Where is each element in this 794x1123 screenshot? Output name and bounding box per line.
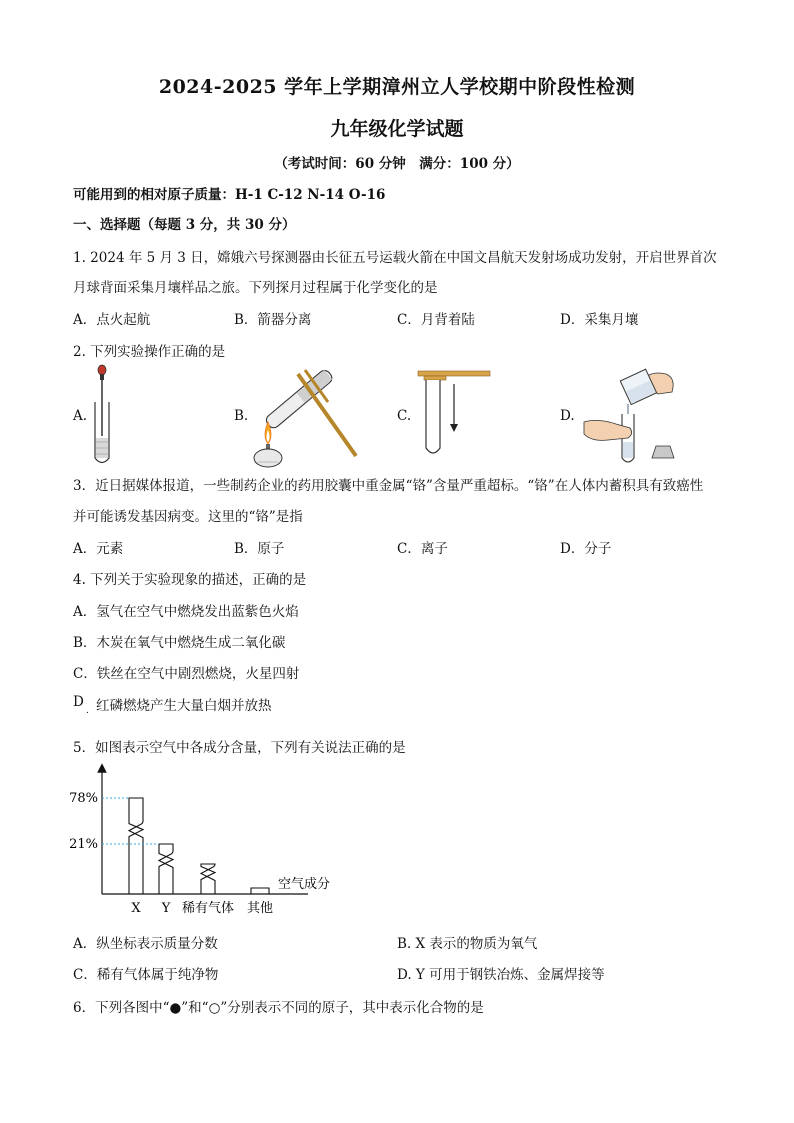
x-axis-label: 空气成分 [278, 877, 331, 892]
heating-test-tube-illustration [248, 364, 360, 470]
q1-line2: 月球背面采集月壤样品之旅。下列探月过程属于化学变化的是 [73, 280, 438, 296]
q2-option-c: C. [397, 408, 412, 424]
test-tube-holder-illustration [414, 368, 494, 460]
pouring-liquid-illustration [578, 362, 698, 470]
exam-info: （考试时间：60 分钟 满分：100 分） [274, 156, 520, 172]
q3-option-d: D．分子 [560, 541, 612, 557]
q4-option-b: B．木炭在氧气中燃烧生成二氧化碳 [73, 635, 286, 651]
q4-option-a: A．氢气在空气中燃烧发出蓝紫色火焰 [73, 604, 299, 620]
q5-option-a: A．纵坐标表示质量分数 [73, 936, 218, 952]
q3-line2: 并可能诱发基因病变。这里的“铬”是指 [73, 509, 303, 525]
q6-stem: 6．下列各图中“●”和“○”分别表示不同的原子，其中表示化合物的是 [73, 1000, 484, 1016]
q2-option-b: B. [234, 408, 249, 424]
q1-option-b: B．箭器分离 [234, 312, 312, 328]
atomic-masses: 可能用到的相对原子质量：H-1 C-12 N-14 O-16 [73, 187, 386, 203]
q3-option-a: A．元素 [73, 541, 124, 557]
q3-option-b: B．原子 [234, 541, 285, 557]
q5-option-c: C．稀有气体属于纯净物 [73, 967, 219, 983]
page-subtitle: 九年级化学试题 [330, 118, 464, 140]
y-tick-label-78: 78% [69, 791, 98, 806]
x-tick-label-3: 稀有气体 [181, 901, 235, 916]
air-composition-chart [60, 760, 380, 920]
q1-option-d: D．采集月壤 [560, 312, 639, 328]
q3-line1: 3．近日据媒体报道，一些制药企业的药用胶囊中重金属“铬”含量严重超标。“铬”在人体内蓄积具有致癌性 [73, 478, 704, 494]
q4-stem: 4. 下列关于实验现象的描述，正确的是 [73, 572, 307, 588]
q5-option-b: B. X 表示的物质为氧气 [397, 936, 538, 952]
dropper-test-tube-illustration [86, 364, 126, 470]
q4-option-c: C．铁丝在空气中剧烈燃烧，火星四射 [73, 666, 300, 682]
q1-option-a: A．点火起航 [73, 312, 151, 328]
q2-stem: 2. 下列实验操作正确的是 [73, 344, 226, 360]
q4-option-d: 红磷燃烧产生大量白烟并放热 [96, 698, 272, 714]
section-heading: 一、选择题（每题 3 分，共 30 分） [73, 217, 296, 233]
y-tick-label-21: 21% [69, 837, 98, 852]
x-tick-label-4: 其他 [246, 901, 274, 916]
bar-4 [251, 888, 269, 894]
q1-option-c: C．月背着陆 [397, 312, 475, 328]
x-tick-label-1: X [131, 901, 141, 916]
q2-option-a: A. [73, 408, 88, 424]
bar-1 [129, 798, 143, 894]
bar-3 [201, 864, 215, 894]
q5-stem: 5．如图表示空气中各成分含量，下列有关说法正确的是 [73, 740, 406, 756]
q3-option-c: C．离子 [397, 541, 448, 557]
q5-option-d: D. Y 可用于钢铁冶炼、金属焊接等 [397, 967, 605, 983]
q4-option-d-letter: D [73, 694, 84, 710]
x-tick-label-2: Y [161, 901, 171, 916]
q2-option-d: D. [560, 408, 575, 424]
q4-option-d-dot: . [86, 706, 89, 716]
q1-line1: 1. 2024 年 5 月 3 日，嫦娥六号探测器由长征五号运载火箭在中国文昌航天发射场成功发射，开启世界首次 [73, 250, 717, 266]
page-title: 2024-2025 学年上学期漳州立人学校期中阶段性检测 [158, 76, 636, 98]
bar-2 [159, 844, 173, 894]
